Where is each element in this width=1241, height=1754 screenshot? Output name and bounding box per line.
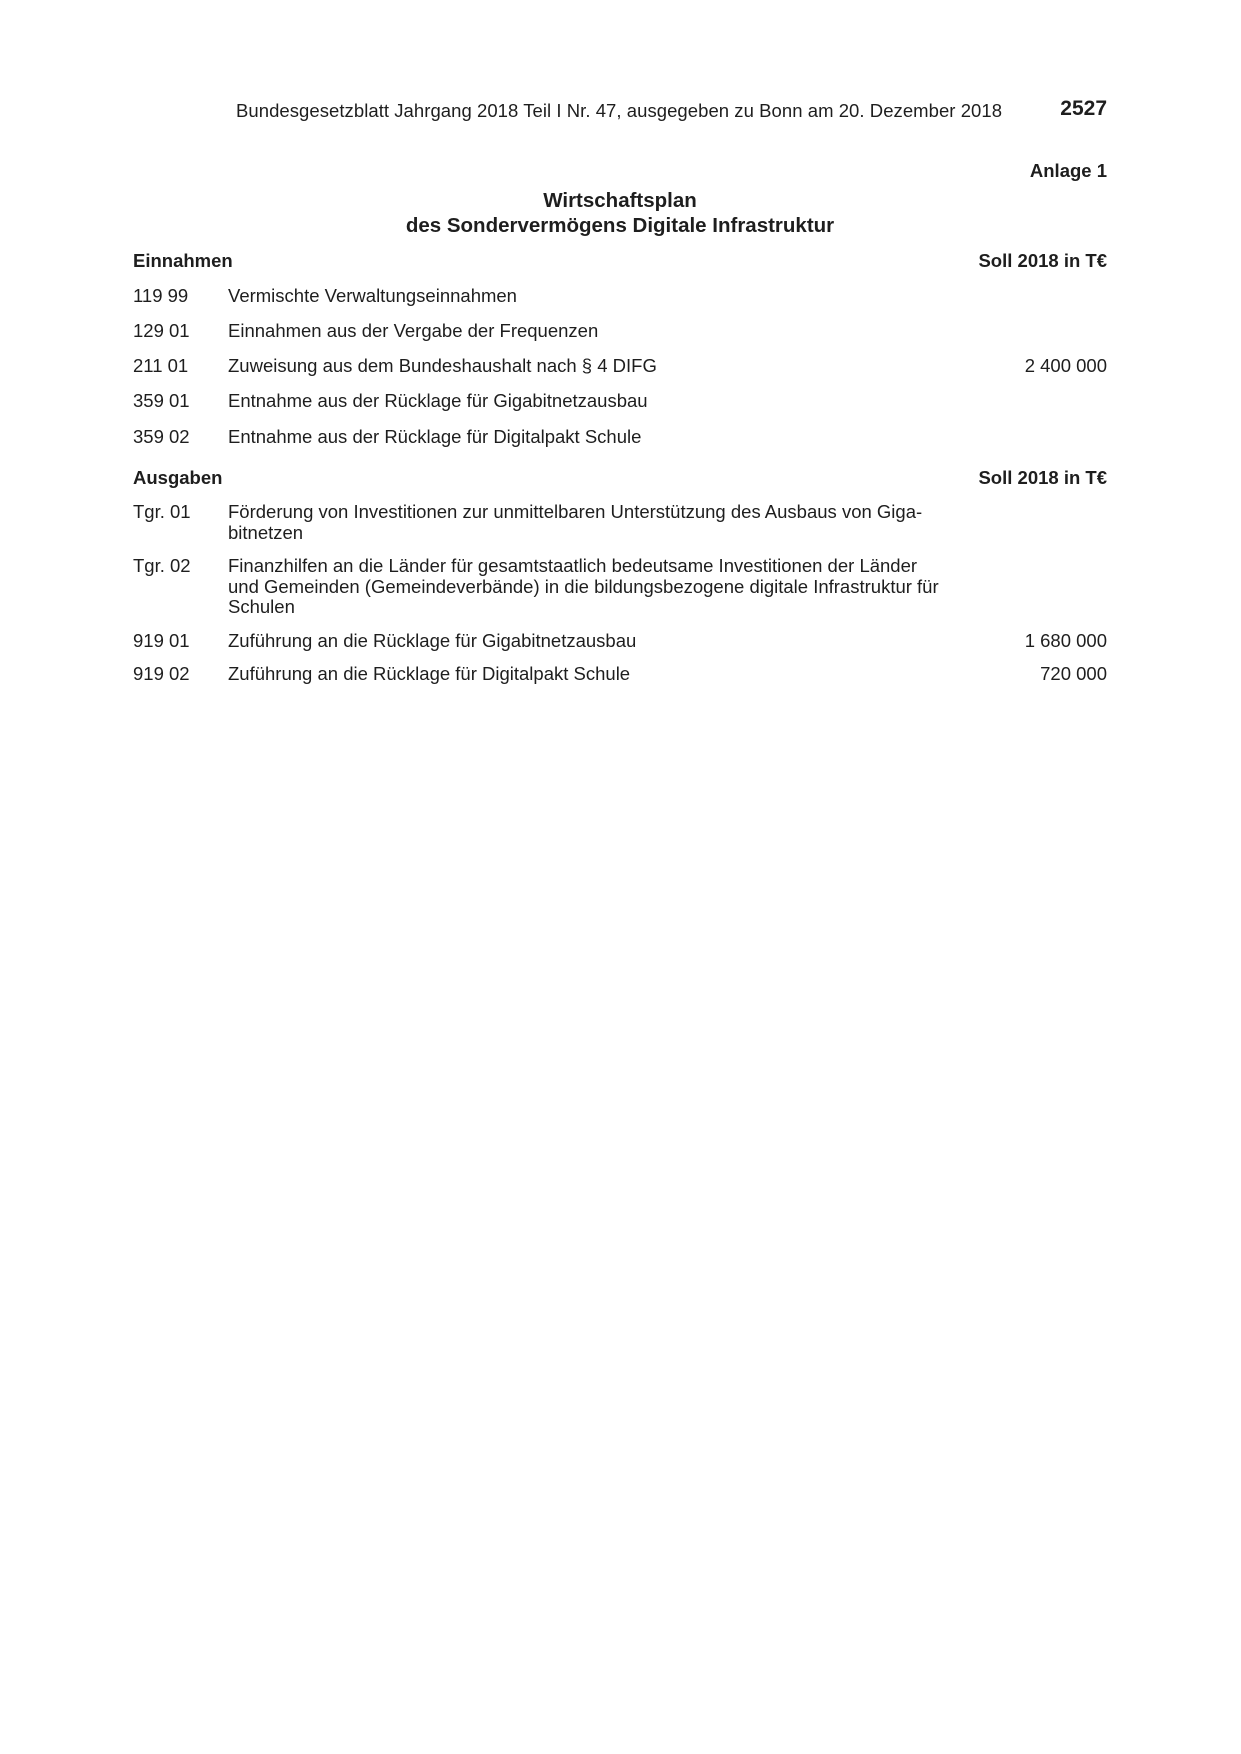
row-description-line: Schulen xyxy=(228,596,295,617)
row-amount: 1 680 000 xyxy=(1024,630,1107,651)
row-code: Tgr. 01 xyxy=(133,501,191,522)
row-description: Zuweisung aus dem Bundeshaushalt nach § 4 DIFG xyxy=(228,355,657,376)
row-description xyxy=(228,502,1060,543)
ausgaben-column-heading: Soll 2018 in T€ xyxy=(978,467,1107,488)
row-description xyxy=(228,556,1060,618)
row-description-line: bitnetzen xyxy=(228,521,304,543)
page-number: 2527 xyxy=(1060,97,1107,120)
row-description-line: Finanzhilfen an die Länder für gesamtstaatlich bedeutsame Investitionen der Länder xyxy=(228,555,918,576)
row-code: 359 01 xyxy=(133,390,190,411)
row-description: Entnahme aus der Rücklage für Gigabitnetzausbau xyxy=(228,390,648,411)
row-description: Entnahme aus der Rücklage für Digitalpakt Schule xyxy=(228,426,642,447)
row-description: Einnahmen aus der Vergabe der Frequenzen xyxy=(228,320,599,341)
row-code: 119 99 xyxy=(133,285,189,306)
row-code: 359 02 xyxy=(133,426,190,447)
row-code: Tgr. 02 xyxy=(133,555,191,576)
row-code: 919 01 xyxy=(133,630,190,651)
row-amount: 2 400 000 xyxy=(1024,355,1107,376)
row-amount: 720 000 xyxy=(1040,663,1107,684)
row-description-line: Förderung von Investitionen zur unmittelbaren Unterstützung des Ausbaus von Giga- xyxy=(228,501,923,522)
row-code: 129 01 xyxy=(133,320,190,341)
row-description: Zuführung an die Rücklage für Digitalpakt Schule xyxy=(228,663,631,684)
einnahmen-heading-row xyxy=(133,250,1107,272)
einnahmen-column-heading: Soll 2018 in T€ xyxy=(978,250,1107,271)
row-description-line: und Gemeinden (Gemeindeverbände) in die bildungsbezogene digitale Infrastruktur für xyxy=(228,575,939,597)
einnahmen-heading: Einnahmen xyxy=(133,250,233,271)
annex-label: Anlage 1 xyxy=(1029,160,1107,181)
ausgaben-heading-row xyxy=(133,467,1107,489)
row-code: 211 01 xyxy=(133,355,189,376)
row-description: Zuführung an die Rücklage für Gigabitnetzausbau xyxy=(228,630,637,651)
row-description: Vermischte Verwaltungseinnahmen xyxy=(228,285,517,306)
document-subtitle: des Sondervermögens Digitale Infrastruktur xyxy=(405,214,835,237)
row-code: 919 02 xyxy=(133,663,190,684)
running-header: Bundesgesetzblatt Jahrgang 2018 Teil I Nr. 47, ausgegeben zu Bonn am 20. Dezember 2018 xyxy=(236,100,1003,121)
ausgaben-heading: Ausgaben xyxy=(133,467,223,488)
document-title: Wirtschaftsplan xyxy=(543,189,697,212)
